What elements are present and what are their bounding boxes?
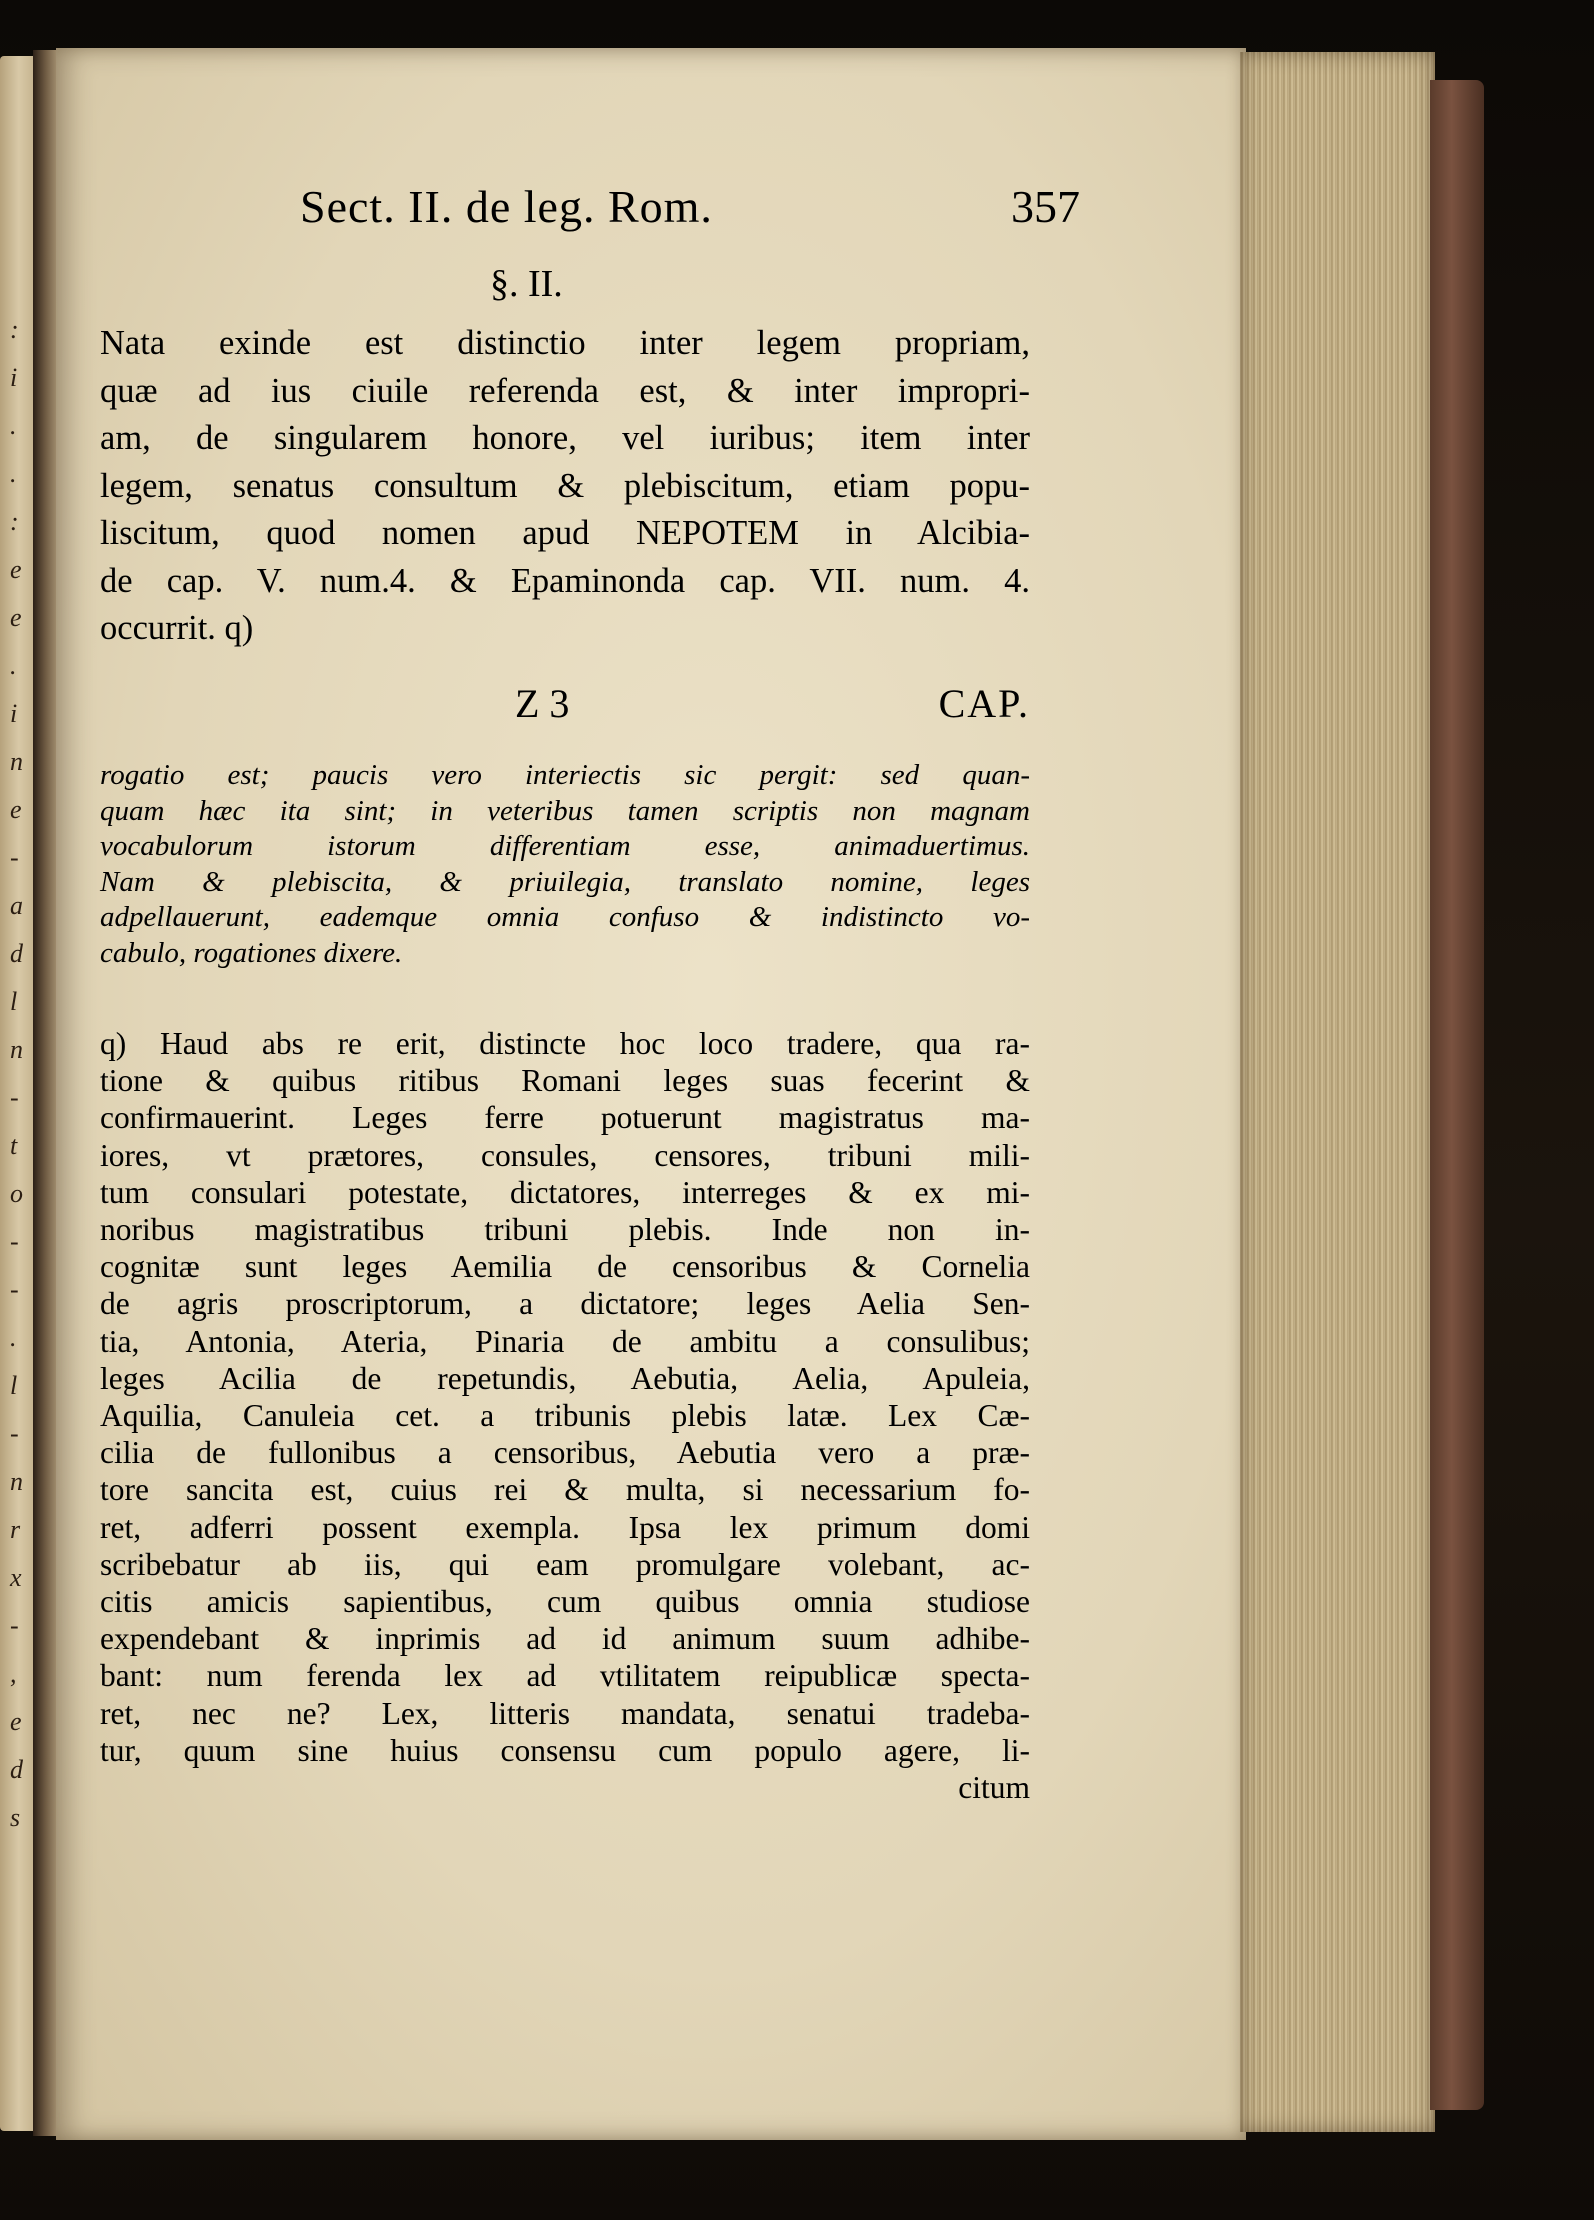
facing-page-letter: d [10, 939, 23, 968]
footnote-continuation [100, 758, 1030, 971]
facing-page-letter: i [10, 699, 18, 728]
footnote-q-line-16: citis amicis sapientibus, cum quibus omnia studiose [100, 1584, 1030, 1620]
catchword: CAP. [938, 681, 1030, 726]
facing-page-letter: : [10, 507, 19, 536]
facing-page-letter: l [10, 1371, 18, 1400]
main-line-1: Nata exinde est distinctio inter legem propriam, [100, 324, 1030, 362]
main-line-6: de cap. V. num.4. & Epaminonda cap. VII. num. 4. [100, 561, 1030, 600]
footnote-cont-line-5: adpellauerunt, eademque omnia confuso & indistincto vo- [100, 901, 1030, 933]
facing-page-letter: e [10, 603, 22, 632]
footnote-q-line-19: ret, nec ne? Lex, litteris mandata, senatui tradeba- [100, 1695, 1030, 1731]
facing-page-letter: n [10, 1467, 23, 1496]
footnote-q-line-15: scribebatur ab iis, qui eam promulgare volebant, ac- [100, 1546, 1030, 1582]
footnote-cont-line-6: cabulo, rogationes dixere. [100, 936, 403, 969]
facing-page-letter: l [10, 987, 18, 1016]
signature-line [100, 680, 1030, 730]
facing-page-letter: s [10, 1803, 21, 1832]
footnote-q-line-9: tia, Antonia, Ateria, Pinaria de ambitu a consulibus; [100, 1323, 1030, 1359]
facing-page-letter: e [10, 795, 22, 824]
main-line-5: liscitum, quod nomen apud NEPOTEM in Alcibia- [100, 514, 1030, 552]
footnote-q-catchword: citum [958, 1770, 1030, 1806]
footnote-q-line-14: ret, adferri possent exempla. Ipsa lex primum domi [100, 1509, 1030, 1545]
footnote-cont-line-1: rogatio est; paucis vero interiectis sic pergit: sed quan- [100, 759, 1030, 791]
signature-mark: Z 3 [515, 681, 570, 726]
facing-page-letter: a [10, 891, 23, 920]
footnote-q-line-8: de agris proscriptorum, a dictatore; leges Aelia Sen- [100, 1286, 1030, 1322]
footnote-q-line-5: tum consulari potestate, dictatores, interreges & ex mi- [100, 1174, 1030, 1210]
main-line-3: am, de singularem honore, vel iuribus; item inter [100, 419, 1030, 457]
footnote-q-line-13: tore sancita est, cuius rei & multa, si necessarium fo- [100, 1472, 1030, 1508]
running-header [300, 180, 1080, 240]
footnote-cont-line-2: quam hæc ita sint; in veteribus tamen scriptis non magnam [100, 794, 1030, 827]
facing-page-margin-letters [10, 306, 30, 2006]
facing-page-letter: - [10, 1275, 19, 1304]
footnote-cont-line-4: Nam & plebiscita, & priuilegia, translato nomine, leges [100, 865, 1030, 898]
footnote-q-line-12: cilia de fullonibus a censoribus, Aebutia vero a præ- [100, 1435, 1030, 1471]
page-block-fore-edge [1240, 52, 1435, 2132]
footnote-q-line-1: q) Haud abs re erit, distincte hoc loco tradere, qua ra- [100, 1026, 1030, 1061]
facing-page-letter: : [10, 315, 19, 344]
facing-page-letter: r [10, 1515, 21, 1544]
facing-page-letter: e [10, 1707, 22, 1736]
footnote-q-line-20: tur, quum sine huius consensu cum populo agere, li- [100, 1732, 1030, 1768]
facing-page-letter: . [10, 459, 17, 488]
facing-page-letter: . [10, 651, 17, 680]
running-title: Sect. II. de leg. Rom. [300, 181, 713, 232]
footnote-q-line-17: expendebant & inprimis ad id animum suum adhibe- [100, 1621, 1030, 1657]
facing-page-edge [0, 56, 34, 2131]
facing-page-letter: - [10, 1083, 19, 1112]
facing-page-letter: i [10, 363, 18, 392]
footnote-cont-line-3: vocabulorum istorum differentiam esse, animaduertimus. [100, 830, 1030, 862]
footnote-q-line-11: Aquilia, Canuleia cet. a tribunis plebis latæ. Lex Cæ- [100, 1398, 1030, 1434]
facing-page-letter: - [10, 1611, 19, 1640]
footnote-q-line-2: tione & quibus ritibus Romani leges suas fecerint & [100, 1063, 1030, 1099]
facing-page-letter: - [10, 1419, 19, 1448]
footnote-q-line-7: cognitæ sunt leges Aemilia de censoribus & Cornelia [100, 1249, 1030, 1285]
footnote-q [100, 1025, 1030, 1806]
section-mark: §. II. [490, 263, 563, 305]
facing-page-letter: n [10, 1035, 23, 1064]
main-line-4: legem, senatus consultum & plebiscitum, etiam popu- [100, 466, 1030, 505]
facing-page-letter: - [10, 843, 19, 872]
page-number: 357 [1011, 181, 1080, 232]
footnote-q-line-3: confirmauerint. Leges ferre potuerunt magistratus ma- [100, 1100, 1030, 1136]
facing-page-letter: - [10, 1227, 19, 1256]
main-line-7: occurrit. q) [100, 609, 254, 647]
footnote-q-line-18: bant: num ferenda lex ad vtilitatem reipublicæ specta- [100, 1658, 1030, 1694]
facing-page-letter: , [10, 1659, 17, 1688]
facing-page-letter: x [10, 1563, 22, 1592]
footnote-q-line-10: leges Acilia de repetundis, Aebutia, Aelia, Apuleia, [100, 1360, 1030, 1396]
main-line-2: quæ ad ius ciuile referenda est, & inter impropri- [100, 371, 1030, 410]
facing-page-letter: . [10, 411, 17, 440]
book-cover-edge [1430, 80, 1484, 2110]
facing-page-letter: t [10, 1131, 18, 1160]
facing-page-letter: n [10, 747, 23, 776]
footnote-q-line-4: iores, vt prætores, consules, censores, tribuni mili- [100, 1137, 1030, 1173]
main-paragraph [100, 320, 1030, 653]
facing-page-letter: e [10, 555, 22, 584]
footnote-q-line-6: noribus magistratibus tribuni plebis. Inde non in- [100, 1212, 1030, 1248]
facing-page-letter: d [10, 1755, 23, 1784]
facing-page-letter: o [10, 1179, 23, 1208]
facing-page-letter: . [10, 1323, 17, 1352]
